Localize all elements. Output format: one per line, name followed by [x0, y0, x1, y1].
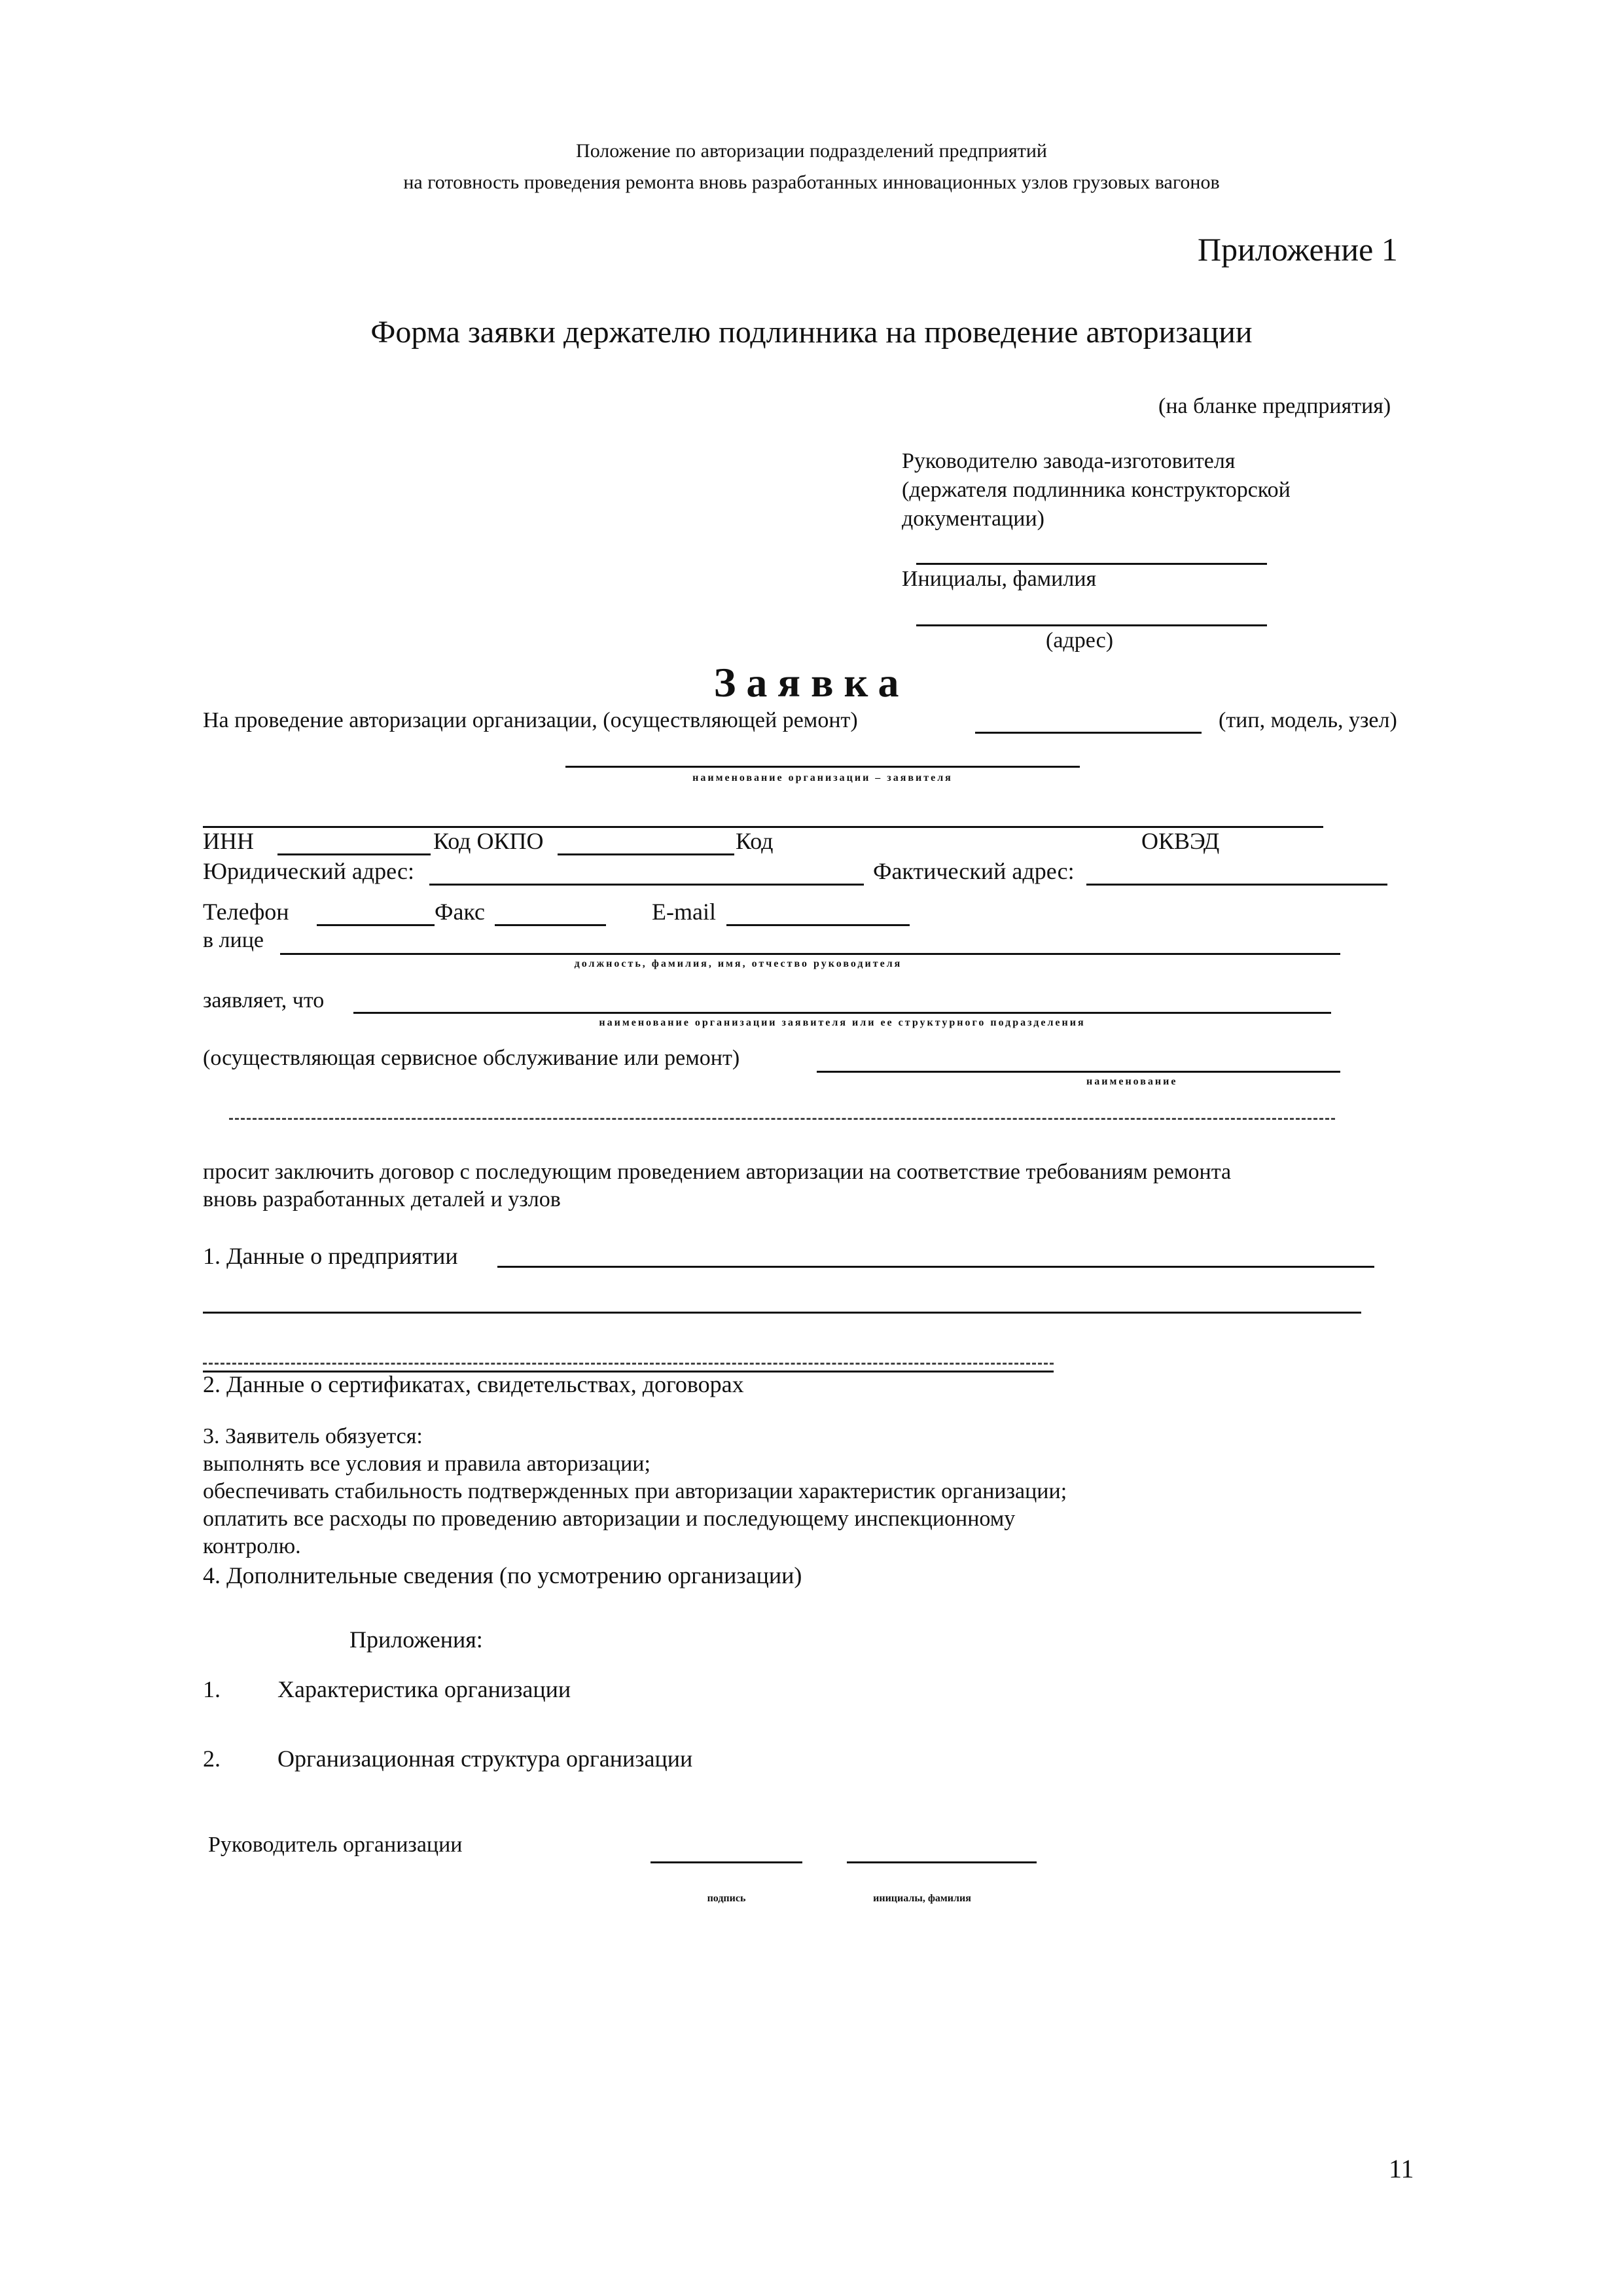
initials-label: Инициалы, фамилия — [902, 567, 1097, 591]
request-line2: вновь разработанных деталей и узлов — [203, 1187, 561, 1211]
org-name-caption: наименование организации – заявителя — [692, 772, 953, 783]
obligation1: выполнять все условия и правила авторизации; — [203, 1452, 651, 1476]
org-name-line — [565, 766, 1080, 768]
okved-label: ОКВЭД — [1141, 828, 1220, 854]
type-line — [975, 732, 1202, 734]
legal-address-label: Юридический адрес: — [203, 858, 414, 884]
dashed-separator — [229, 1118, 1335, 1120]
application-intro: На проведение авторизации организации, (осуществляющей ремонт) — [203, 708, 858, 732]
document-header-line2: на готовность проведения ремонта вновь разработанных инновационных узлов грузовых вагонов — [403, 171, 1220, 193]
okpo-field[interactable] — [558, 853, 734, 855]
service-label: (осуществляющая сервисное обслуживание или ремонт) — [203, 1046, 740, 1070]
item3-label: 3. Заявитель обязуется: — [203, 1424, 423, 1448]
type-label: (тип, модель, узел) — [1219, 708, 1397, 732]
item1-field-extra[interactable] — [203, 1363, 1054, 1365]
initials-line — [916, 563, 1267, 565]
signature-caption: подпись — [707, 1893, 746, 1904]
represented-by-field[interactable] — [280, 953, 1340, 955]
signer-name-field[interactable] — [847, 1861, 1037, 1863]
address-line — [916, 624, 1267, 626]
code-label: Код — [736, 828, 774, 854]
phone-label: Телефон — [203, 899, 289, 925]
okpo-label: Код ОКПО — [433, 828, 544, 854]
item1-field-continuation[interactable] — [203, 1312, 1361, 1314]
appendix-label: Приложение 1 — [1198, 231, 1398, 268]
fax-field[interactable] — [495, 924, 606, 926]
attachment-2-text: Организационная структура организации — [277, 1746, 693, 1772]
legal-address-field[interactable] — [429, 884, 864, 886]
actual-address-field[interactable] — [1086, 884, 1387, 886]
attachments-title: Приложения: — [349, 1626, 483, 1653]
form-title: Форма заявки держателю подлинника на проведение авторизации — [370, 315, 1253, 350]
signer-name-caption: инициалы, фамилия — [873, 1893, 971, 1904]
represented-caption: должность, фамилия, имя, отчество руководителя — [574, 958, 902, 969]
attachment-2-num: 2. — [203, 1746, 221, 1772]
addressee-line3: документации) — [902, 507, 1044, 531]
obligation3a: оплатить все расходы по проведению авторизации и последующему инспекционному — [203, 1507, 1016, 1531]
document-header-line1: Положение по авторизации подразделений предприятий — [576, 140, 1047, 162]
application-title: Заявка — [713, 659, 910, 706]
item2-label: 2. Данные о сертификатах, свидетельствах, договорах — [203, 1371, 744, 1397]
page-number: 11 — [1389, 2154, 1414, 2183]
inn-label: ИНН — [203, 828, 254, 854]
declares-label: заявляет, что — [203, 988, 325, 1013]
obligation3b: контролю. — [203, 1534, 301, 1558]
email-field[interactable] — [726, 924, 910, 926]
signature-label: Руководитель организации — [208, 1833, 463, 1857]
represented-by-label: в лице — [203, 928, 264, 952]
declares-caption: наименование организации заявителя или ее структурного подразделения — [599, 1017, 1086, 1028]
service-field[interactable] — [817, 1071, 1340, 1073]
inn-field[interactable] — [277, 853, 431, 855]
declares-field[interactable] — [353, 1012, 1331, 1014]
item1-field[interactable] — [497, 1266, 1374, 1268]
letterhead-note: (на бланке предприятия) — [1158, 394, 1391, 418]
item1-label: 1. Данные о предприятии — [203, 1243, 458, 1269]
actual-address-label: Фактический адрес: — [873, 858, 1075, 884]
addressee-line2: (держателя подлинника конструкторской — [902, 478, 1291, 502]
addressee-line1: Руководителю завода-изготовителя — [902, 449, 1236, 473]
obligation2: обеспечивать стабильность подтвержденных при авторизации характеристик организации; — [203, 1479, 1067, 1503]
service-caption: наименование — [1086, 1076, 1178, 1087]
address-label: (адрес) — [1046, 628, 1114, 653]
attachment-1-text: Характеристика организации — [277, 1676, 571, 1702]
request-line1: просит заключить договор с последующим проведением авторизации на соответствие требованиям ремонта — [203, 1160, 1232, 1184]
email-label: E-mail — [652, 899, 716, 925]
signature-field[interactable] — [651, 1861, 802, 1863]
fax-label: Факс — [435, 899, 485, 925]
attachment-1-num: 1. — [203, 1676, 221, 1702]
item4-label: 4. Дополнительные сведения (по усмотрению организации) — [203, 1562, 802, 1588]
phone-field[interactable] — [317, 924, 435, 926]
